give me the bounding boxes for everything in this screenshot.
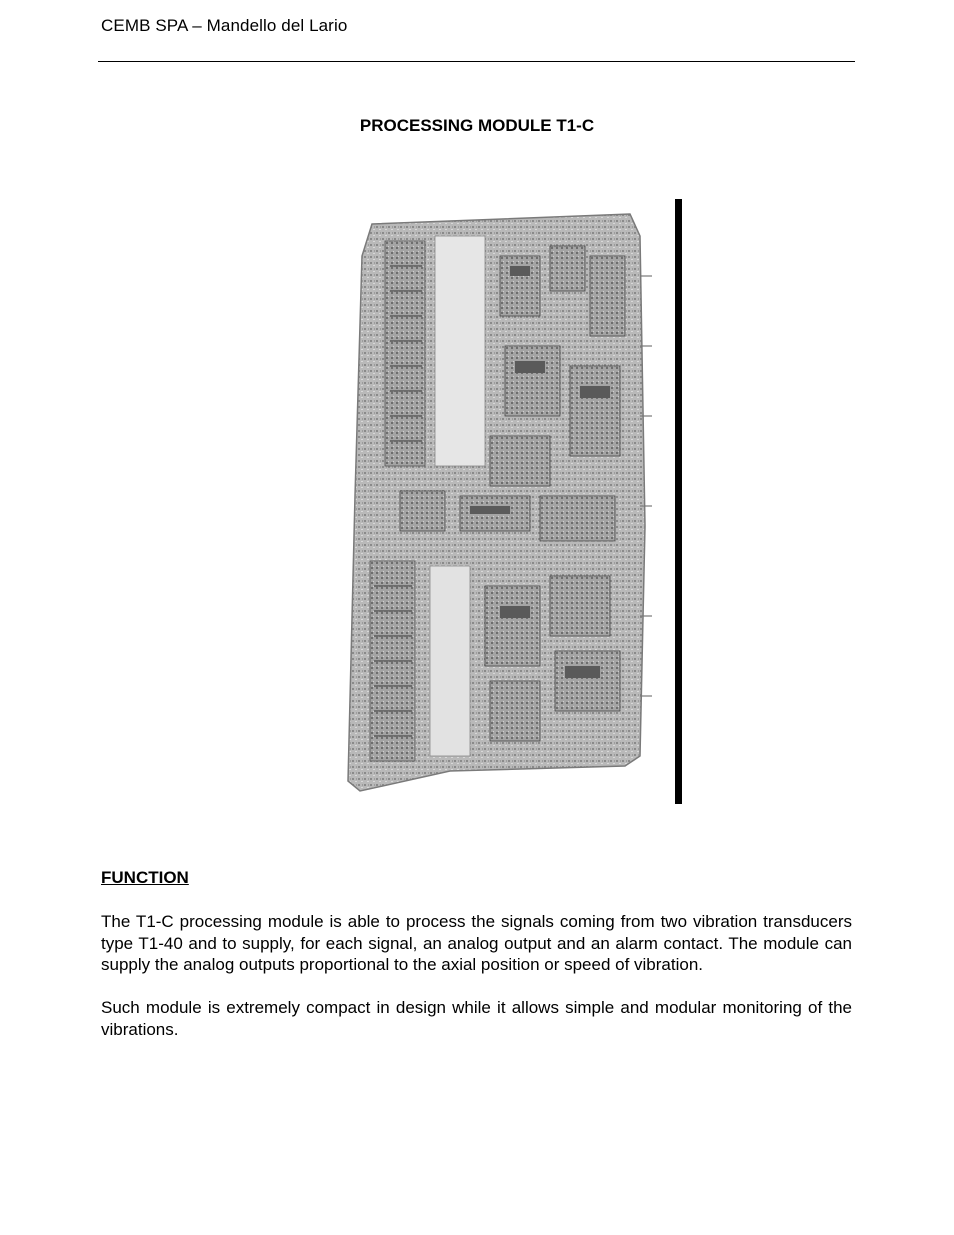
header-divider <box>98 61 855 62</box>
header-company: CEMB SPA – Mandello del Lario <box>101 16 348 35</box>
page-title: PROCESSING MODULE T1-C <box>359 116 595 135</box>
function-paragraph-1: The T1-C processing module is able to process the signals coming from two vibration transducers type T1-40 and to supply, for each signal, an analog output and an alarm contact. The module can supply the analog outputs proportional to the axial position or speed of vibration. <box>101 912 852 974</box>
function-heading: FUNCTION <box>101 868 189 887</box>
circuit-board-photo <box>340 196 690 806</box>
function-paragraph-2: Such module is extremely compact in design while it allows simple and modular monitoring of the vibrations. <box>101 998 852 1039</box>
